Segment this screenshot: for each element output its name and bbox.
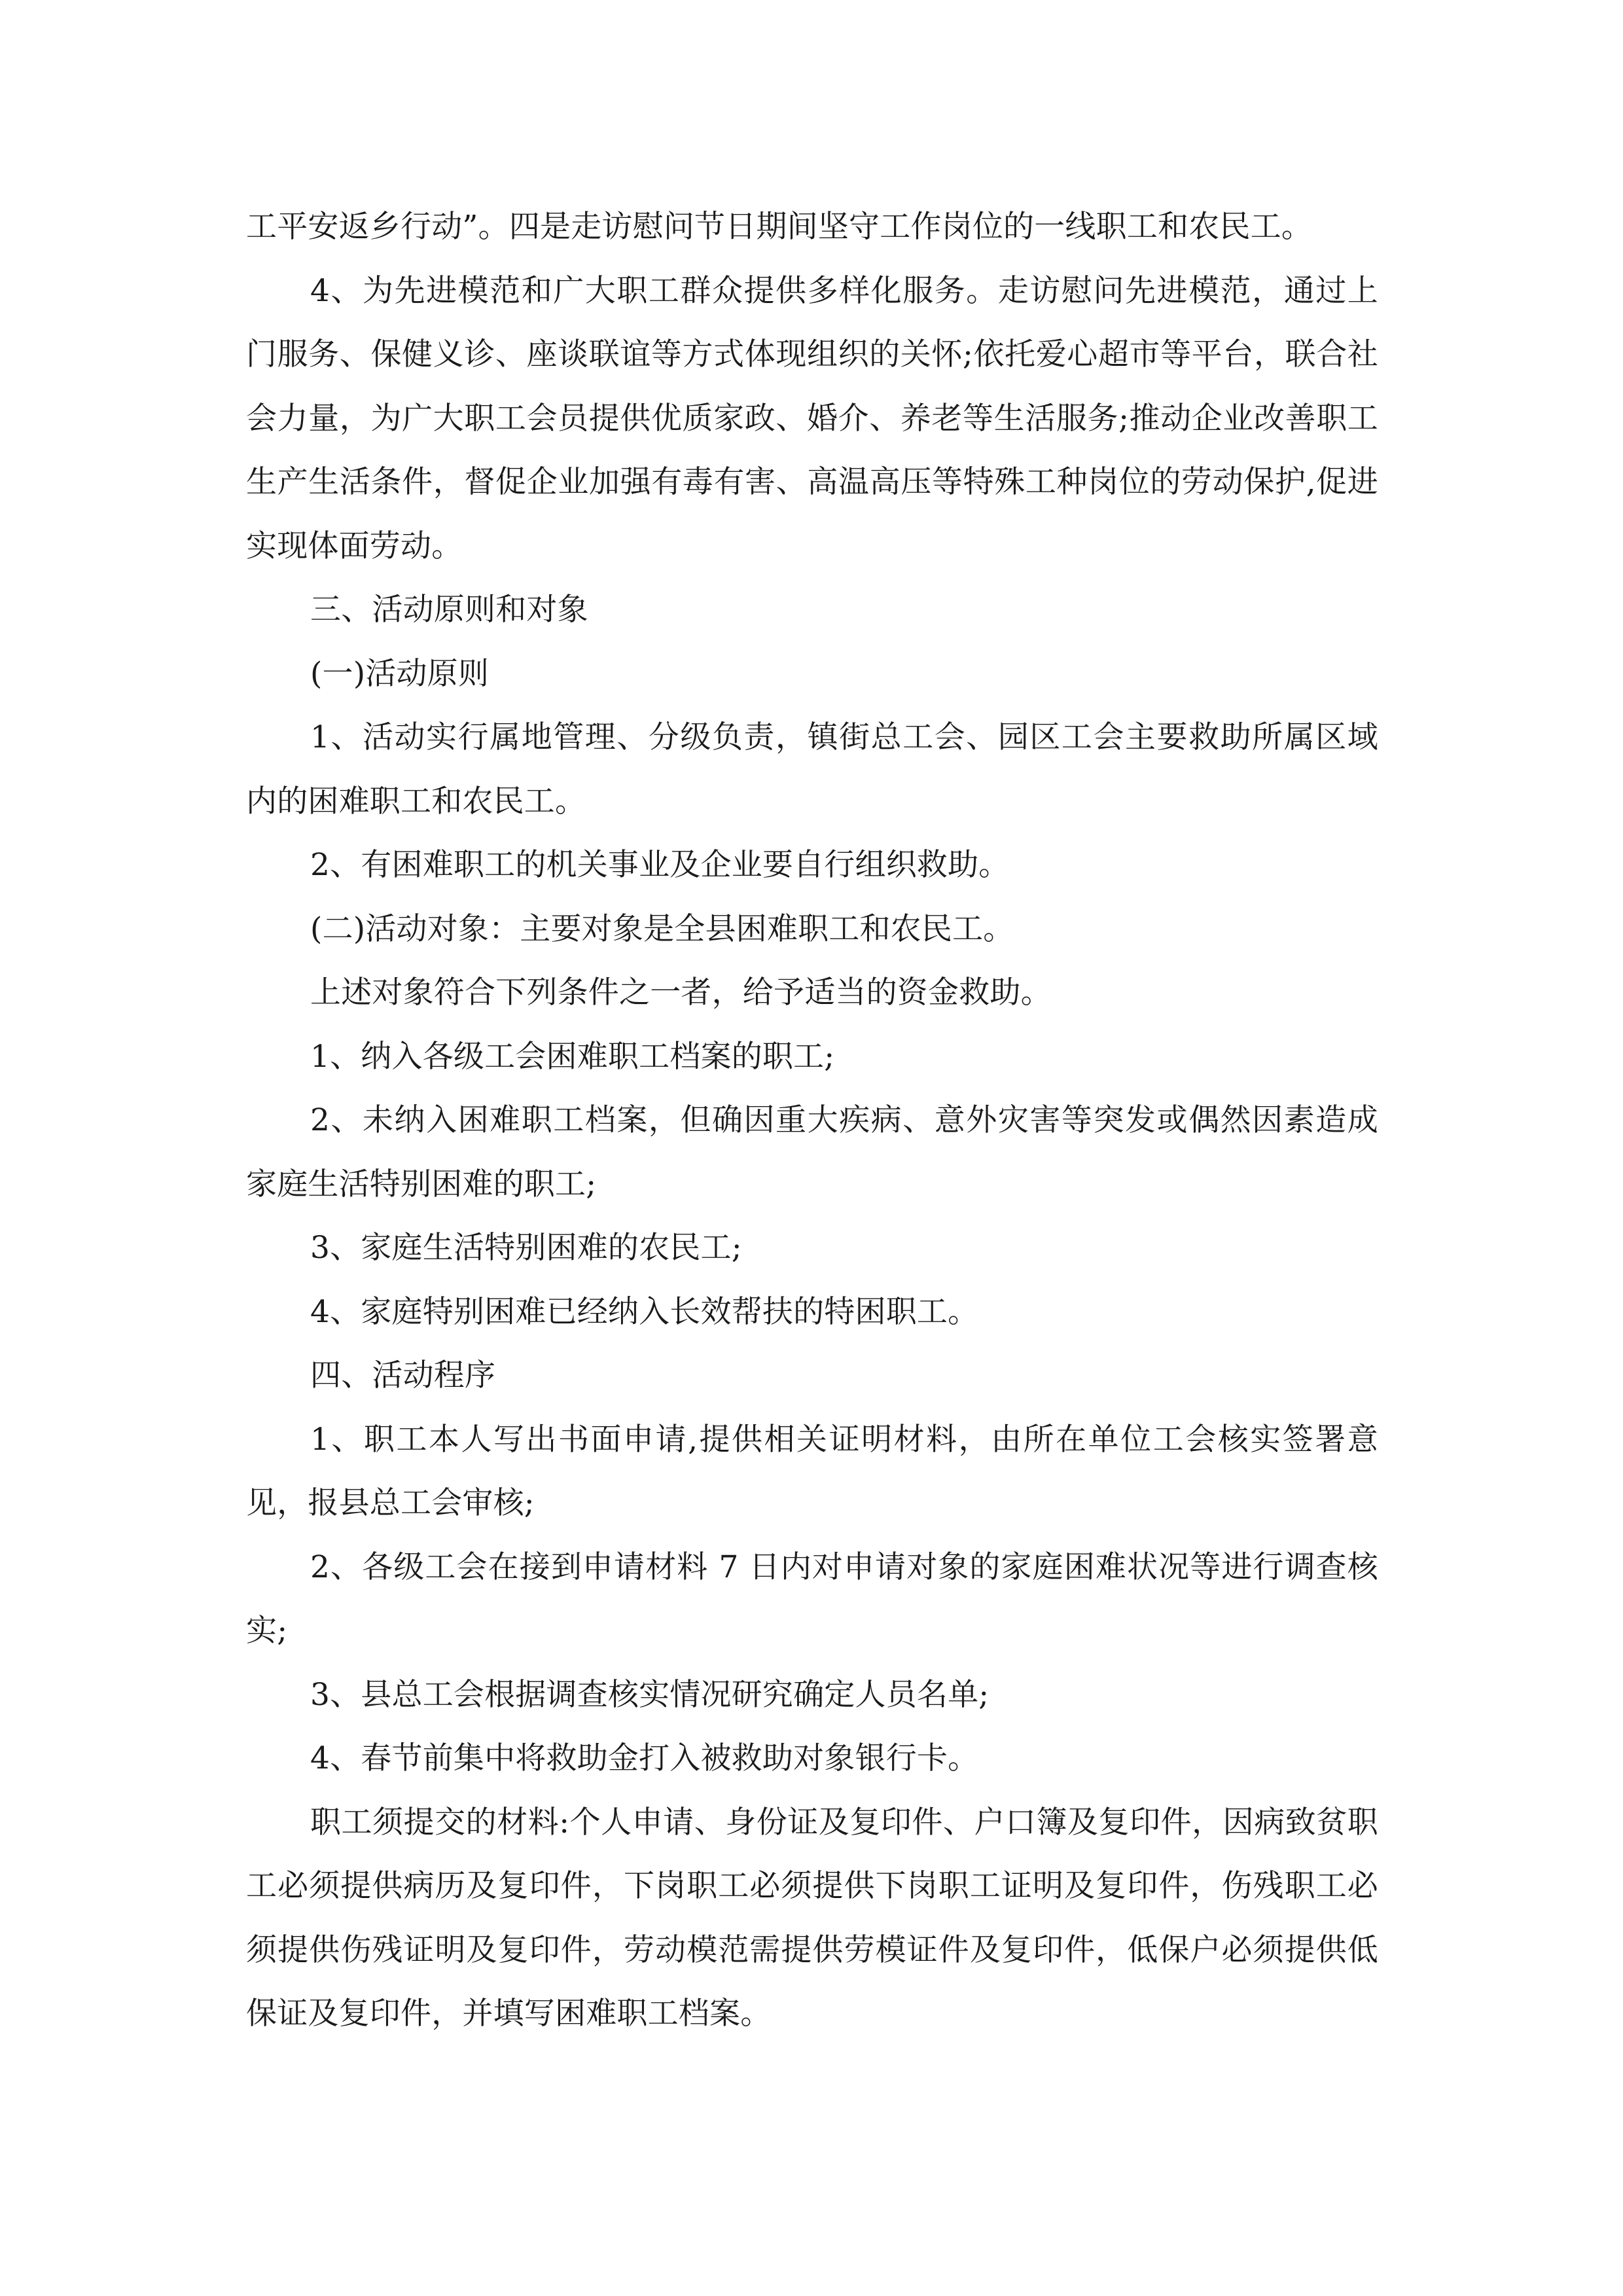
subsection-heading-principles: (一)活动原则 [310,655,490,692]
paragraph-1: 工平安返乡行动”。四是走访慰问节日期间坚守工作岗位的一线职工和农民工。 [246,209,1313,245]
procedure-item-4: 4、春节前集中将救助金打入被救助对象银行卡。 [310,1740,979,1776]
section-heading-4: 四、活动程序 [310,1357,496,1393]
list-item-2: 2、未纳入困难职工档案，但确因重大疾病、意外灾害等突发或偶然因素造成家庭生活特别困难的职工; [246,1102,1378,1202]
procedure-item-1: 1、职工本人写出书面申请,提供相关证明材料，由所在单位工会核实签署意见，报县总工会审核; [246,1421,1378,1521]
document-body [246,195,1378,2046]
list-item-3: 3、家庭生活特别困难的农民工; [310,1230,742,1266]
paragraph-2: 4、为先进模范和广大职工群众提供多样化服务。走访慰问先进模范，通过上门服务、保健义诊、座谈联谊等方式体现组织的关怀;依托爱心超市等平台，联合社会力量，为广大职工会员提供优质家政、婚介、养老等生活服务;推动企业改善职工生产生活条件，督促企业加强有毒有害、高温高压等特殊工种岗位的劳动保护,促进实现体面劳动。 [246,272,1378,564]
section-heading-3: 三、活动原则和对象 [310,592,588,628]
paragraph-5: 1、活动实行属地管理、分级负责，镇街总工会、园区工会主要救助所属区域内的困难职工和农民工。 [246,719,1378,819]
procedure-item-3: 3、县总工会根据调查核实情况研究确定人员名单; [310,1676,990,1713]
list-item-1: 1、纳入各级工会困难职工档案的职工; [310,1038,835,1075]
list-item-4: 4、家庭特别困难已经纳入长效帮扶的特困职工。 [310,1293,979,1330]
subsection-heading-targets: (二)活动对象：主要对象是全县困难职工和农民工。 [310,910,1014,947]
materials-paragraph: 职工须提交的材料:个人申请、身份证及复印件、户口簿及复印件，因病致贫职工必须提供病历及复印件，下岗职工必须提供下岗职工证明及复印件，伤残职工必须提供伤残证明及复印件，劳动模范需提供劳模证件及复印件，低保户必须提供低保证及复印件，并填写困难职工档案。 [246,1804,1378,2032]
procedure-item-2: 2、各级工会在接到申请材料 7 日内对申请对象的家庭困难状况等进行调查核实; [246,1549,1378,1649]
paragraph-6: 2、有困难职工的机关事业及企业要自行组织救助。 [310,847,1010,883]
paragraph-8: 上述对象符合下列条件之一者，给予适当的资金救助。 [310,975,1052,1011]
